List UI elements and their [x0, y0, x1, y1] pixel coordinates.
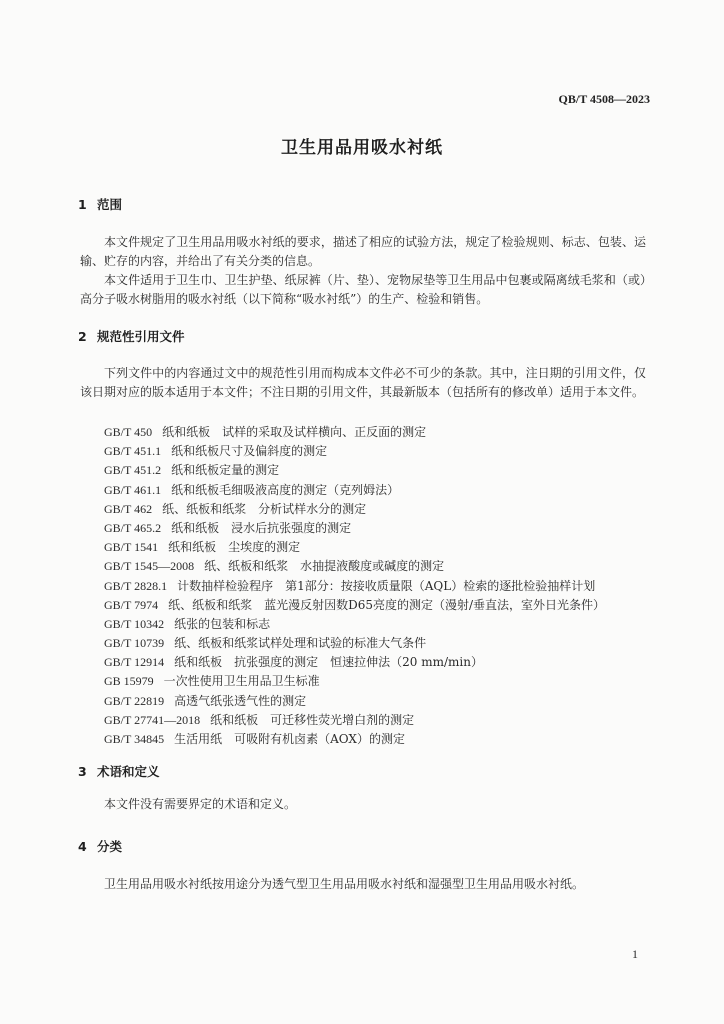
reference-item: [104, 519, 605, 538]
reference-item: [104, 577, 605, 596]
reference-code: GB/T 27741—2018: [104, 712, 201, 727]
reference-item: [104, 730, 605, 749]
reference-code: GB/T 450: [104, 425, 153, 439]
reference-code: GB/T 461.1: [104, 482, 162, 497]
reference-title: 一次性使用卫生用品卫生标准: [163, 674, 320, 689]
reference-title: 纸、纸板和纸浆 蓝光漫反射因数D65亮度的测定（漫射/垂直法，室外日光条件）: [168, 597, 606, 612]
reference-list: [104, 423, 605, 749]
reference-title: 纸和纸板 浸水后抗张强度的测定: [171, 520, 352, 535]
reference-title: 纸和纸板定量的测定: [171, 463, 280, 478]
section-title: 术语和定义: [97, 764, 160, 779]
reference-item: [104, 634, 605, 653]
section-3-heading: [78, 762, 160, 780]
reference-title: 纸、纸板和纸浆 水抽提液酸度或碱度的测定: [204, 559, 445, 574]
reference-item: [104, 596, 605, 615]
section-number: 1: [78, 197, 87, 212]
section-title: 范围: [97, 197, 123, 212]
reference-code: GB/T 462: [104, 501, 153, 516]
reference-item: [104, 423, 605, 442]
reference-code: GB 15979: [104, 674, 154, 689]
reference-code: GB/T 7974: [104, 597, 159, 612]
reference-code: GB/T 451.2: [104, 463, 162, 478]
reference-item: [104, 481, 605, 500]
section-number: 4: [78, 839, 87, 854]
section-1-heading: [78, 195, 122, 213]
reference-item: [104, 442, 605, 461]
reference-code: GB/T 465.2: [104, 520, 162, 535]
reference-title: 纸、纸板和纸浆 分析试样水分的测定: [162, 501, 367, 516]
section-title: 分类: [97, 839, 123, 854]
terms-paragraph: 本文件没有需要界定的术语和定义。: [104, 797, 297, 811]
section-number: 3: [78, 764, 87, 779]
document-title: 卫生用品用吸水衬纸: [281, 138, 443, 158]
reference-title: 高透气纸张透气性的测定: [174, 693, 307, 708]
reference-item: [104, 653, 605, 672]
standard-code: QB/T 4508—2023: [558, 92, 650, 106]
references-intro: 下列文件中的内容通过文中的规范性引用而构成本文件必不可少的条款。其中，注日期的引用文件，仅该日期对应的版本适用于本文件；不注日期的引用文件，其最新版本（包括所有的修改单）适用于本文件。: [80, 366, 646, 399]
reference-title: 纸和纸板尺寸及偏斜度的测定: [171, 444, 328, 459]
reference-title: 纸和纸板毛细吸液高度的测定（克列姆法）: [171, 482, 400, 497]
reference-code: GB/T 1545—2008: [104, 559, 195, 574]
reference-title: 纸、纸板和纸浆试样处理和试验的标准大气条件: [174, 636, 427, 651]
section-title: 规范性引用文件: [97, 329, 185, 344]
reference-item: [104, 672, 605, 691]
section-4-heading: [78, 837, 122, 855]
reference-code: GB/T 34845: [104, 732, 165, 746]
reference-title: 纸和纸板 尘埃度的测定: [168, 540, 301, 555]
reference-code: GB/T 2828.1: [104, 578, 168, 593]
reference-code: GB/T 1541: [104, 540, 159, 555]
reference-item: [104, 692, 605, 711]
reference-code: GB/T 451.1: [104, 444, 162, 459]
reference-item: [104, 538, 605, 557]
reference-item: [104, 500, 605, 519]
reference-code: GB/T 10342: [104, 616, 165, 631]
page-number: 1: [632, 947, 638, 961]
reference-title: 纸和纸板 可迁移性荧光增白剂的测定: [210, 712, 415, 727]
reference-code: GB/T 10739: [104, 636, 165, 651]
reference-code: GB/T 22819: [104, 693, 165, 708]
section-2-heading: [78, 327, 185, 345]
reference-title: 纸张的包装和标志: [174, 616, 271, 631]
classification-paragraph: 卫生用品用吸水衬纸按用途分为透气型卫生用品用吸水衬纸和湿强型卫生用品用吸水衬纸。: [104, 877, 585, 891]
reference-item: [104, 461, 605, 480]
scope-paragraph-2: 本文件适用于卫生巾、卫生护垫、纸尿裤（片、垫）、宠物尿垫等卫生用品中包裹或隔离绒毛浆和（或）高分子吸水树脂用的吸水衬纸（以下简称“吸水衬纸”）的生产、检验和销售。: [80, 273, 646, 306]
reference-code: GB/T 12914: [104, 655, 165, 670]
reference-title: 计数抽样检验程序 第1部分：按接收质量限（AQL）检索的逐批检验抽样计划: [177, 578, 596, 593]
scope-paragraph-1: 本文件规定了卫生用品用吸水衬纸的要求，描述了相应的试验方法，规定了检验规则、标志、包装、运输、贮存的内容，并给出了有关分类的信息。: [80, 235, 646, 268]
reference-item: [104, 615, 605, 634]
reference-title: 纸和纸板 试样的采取及试样横向、正反面的测定: [162, 425, 427, 439]
reference-title: 纸和纸板 抗张强度的测定 恒速拉伸法（20 mm/min）: [174, 655, 483, 670]
reference-title: 生活用纸 可吸附有机卤素（AOX）的测定: [174, 732, 405, 746]
section-number: 2: [78, 329, 87, 344]
reference-item: [104, 711, 605, 730]
reference-item: [104, 557, 605, 576]
